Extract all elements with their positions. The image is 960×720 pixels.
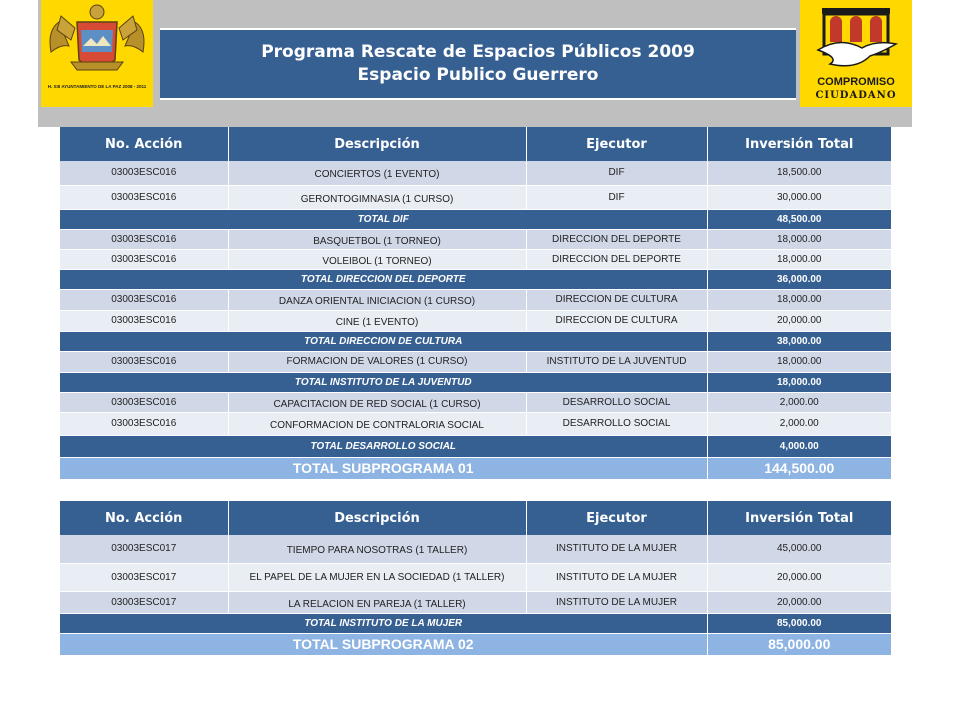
total-label: TOTAL INSTITUTO DE LA MUJER bbox=[60, 613, 707, 633]
subprograma-01-table bbox=[60, 127, 891, 479]
total-label: TOTAL DIRECCION DE CULTURA bbox=[60, 331, 707, 351]
table-row bbox=[60, 563, 891, 591]
cell-ejecutor: DIRECCION DE CULTURA bbox=[526, 310, 707, 331]
cell-descripcion: LA RELACION EN PAREJA (1 TALLER) bbox=[228, 591, 526, 613]
table-row bbox=[60, 310, 891, 331]
cell-accion: 03003ESC017 bbox=[60, 591, 228, 613]
dove-icon bbox=[800, 0, 912, 76]
cell-descripcion: CINE (1 EVENTO) bbox=[228, 310, 526, 331]
cell-ejecutor: DIRECCION DE CULTURA bbox=[526, 289, 707, 310]
logo-right-line2: CIUDADANO bbox=[815, 90, 897, 101]
table-header-row bbox=[60, 501, 891, 535]
cell-descripcion: BASQUETBOL (1 TORNEO) bbox=[228, 229, 526, 249]
table-row bbox=[60, 392, 891, 412]
cell-accion: 03003ESC016 bbox=[60, 412, 228, 435]
cell-accion: 03003ESC016 bbox=[60, 185, 228, 209]
cell-accion: 03003ESC016 bbox=[60, 310, 228, 331]
subprograma-02-table bbox=[60, 501, 891, 655]
eagle-crest-icon bbox=[41, 0, 153, 84]
cell-accion: 03003ESC016 bbox=[60, 392, 228, 412]
table-row bbox=[60, 249, 891, 269]
page-title-box bbox=[160, 28, 796, 100]
total-value: 36,000.00 bbox=[707, 269, 891, 289]
cell-ejecutor: DESARROLLO SOCIAL bbox=[526, 412, 707, 435]
column-header-descripcion: Descripción bbox=[228, 127, 526, 161]
cell-inversion: 18,000.00 bbox=[707, 249, 891, 269]
column-header-ejecutor: Ejecutor bbox=[526, 127, 707, 161]
cell-descripcion: CONFORMACION DE CONTRALORIA SOCIAL bbox=[228, 412, 526, 435]
table-row bbox=[60, 535, 891, 563]
table-row bbox=[60, 289, 891, 310]
column-header-accion: No. Acción bbox=[60, 501, 228, 535]
cell-accion: 03003ESC016 bbox=[60, 229, 228, 249]
total-value: 85,000.00 bbox=[707, 613, 891, 633]
cell-inversion: 18,500.00 bbox=[707, 161, 891, 185]
cell-ejecutor: INSTITUTO DE LA MUJER bbox=[526, 563, 707, 591]
table-row bbox=[60, 229, 891, 249]
cell-accion: 03003ESC017 bbox=[60, 563, 228, 591]
subtotal-label: TOTAL SUBPROGRAMA 01 bbox=[60, 457, 707, 479]
total-row bbox=[60, 435, 891, 457]
total-row bbox=[60, 331, 891, 351]
subtotal-row bbox=[60, 457, 891, 479]
cell-ejecutor: INSTITUTO DE LA JUVENTUD bbox=[526, 351, 707, 372]
ayuntamiento-logo bbox=[41, 0, 153, 107]
column-header-accion: No. Acción bbox=[60, 127, 228, 161]
table-row bbox=[60, 412, 891, 435]
total-value: 48,500.00 bbox=[707, 209, 891, 229]
cell-inversion: 18,000.00 bbox=[707, 351, 891, 372]
cell-descripcion: CONCIERTOS (1 EVENTO) bbox=[228, 161, 526, 185]
table-header-row bbox=[60, 127, 891, 161]
cell-inversion: 20,000.00 bbox=[707, 563, 891, 591]
cell-accion: 03003ESC016 bbox=[60, 289, 228, 310]
column-header-descripcion: Descripción bbox=[228, 501, 526, 535]
cell-accion: 03003ESC016 bbox=[60, 161, 228, 185]
cell-descripcion: TIEMPO PARA NOSOTRAS (1 TALLER) bbox=[228, 535, 526, 563]
cell-ejecutor: DIF bbox=[526, 161, 707, 185]
logo-left-caption: H. XIII AYUNTAMIENTO DE LA PAZ 2008 - 2011 bbox=[47, 84, 147, 89]
subtotal-value: 85,000.00 bbox=[707, 633, 891, 655]
total-value: 38,000.00 bbox=[707, 331, 891, 351]
total-label: TOTAL INSTITUTO DE LA JUVENTUD bbox=[60, 372, 707, 392]
cell-accion: 03003ESC016 bbox=[60, 351, 228, 372]
cell-ejecutor: DESARROLLO SOCIAL bbox=[526, 392, 707, 412]
total-value: 18,000.00 bbox=[707, 372, 891, 392]
total-label: TOTAL DIRECCION DEL DEPORTE bbox=[60, 269, 707, 289]
subtotal-row bbox=[60, 633, 891, 655]
cell-ejecutor: INSTITUTO DE LA MUJER bbox=[526, 535, 707, 563]
table-row bbox=[60, 185, 891, 209]
subtotal-label: TOTAL SUBPROGRAMA 02 bbox=[60, 633, 707, 655]
cell-ejecutor: INSTITUTO DE LA MUJER bbox=[526, 591, 707, 613]
cell-descripcion: CAPACITACION DE RED SOCIAL (1 CURSO) bbox=[228, 392, 526, 412]
logo-right-line1: COMPROMISO bbox=[817, 76, 895, 88]
page-title: Programa Rescate de Espacios Públicos 2009 bbox=[261, 42, 695, 62]
cell-ejecutor: DIF bbox=[526, 185, 707, 209]
column-header-ejecutor: Ejecutor bbox=[526, 501, 707, 535]
subtotal-value: 144,500.00 bbox=[707, 457, 891, 479]
cell-ejecutor: DIRECCION DEL DEPORTE bbox=[526, 229, 707, 249]
total-label: TOTAL DESARROLLO SOCIAL bbox=[60, 435, 707, 457]
cell-descripcion: GERONTOGIMNASIA (1 CURSO) bbox=[228, 185, 526, 209]
cell-inversion: 18,000.00 bbox=[707, 229, 891, 249]
cell-accion: 03003ESC016 bbox=[60, 249, 228, 269]
cell-inversion: 20,000.00 bbox=[707, 591, 891, 613]
cell-accion: 03003ESC017 bbox=[60, 535, 228, 563]
cell-descripcion: DANZA ORIENTAL INICIACION (1 CURSO) bbox=[228, 289, 526, 310]
table-row bbox=[60, 591, 891, 613]
column-header-inversion: Inversión Total bbox=[707, 127, 891, 161]
cell-inversion: 45,000.00 bbox=[707, 535, 891, 563]
table-row bbox=[60, 351, 891, 372]
page-subtitle: Espacio Publico Guerrero bbox=[357, 65, 599, 85]
total-row bbox=[60, 372, 891, 392]
cell-inversion: 20,000.00 bbox=[707, 310, 891, 331]
cell-ejecutor: DIRECCION DEL DEPORTE bbox=[526, 249, 707, 269]
table-row bbox=[60, 161, 891, 185]
total-label: TOTAL DIF bbox=[60, 209, 707, 229]
cell-descripcion: VOLEIBOL (1 TORNEO) bbox=[228, 249, 526, 269]
cell-inversion: 2,000.00 bbox=[707, 412, 891, 435]
cell-inversion: 18,000.00 bbox=[707, 289, 891, 310]
compromiso-ciudadano-logo bbox=[800, 0, 912, 107]
total-value: 4,000.00 bbox=[707, 435, 891, 457]
cell-inversion: 30,000.00 bbox=[707, 185, 891, 209]
cell-descripcion: FORMACION DE VALORES (1 CURSO) bbox=[228, 351, 526, 372]
total-row bbox=[60, 613, 891, 633]
total-row bbox=[60, 209, 891, 229]
column-header-inversion: Inversión Total bbox=[707, 501, 891, 535]
total-row bbox=[60, 269, 891, 289]
cell-descripcion: EL PAPEL DE LA MUJER EN LA SOCIEDAD (1 TALLER) bbox=[228, 563, 526, 591]
cell-inversion: 2,000.00 bbox=[707, 392, 891, 412]
